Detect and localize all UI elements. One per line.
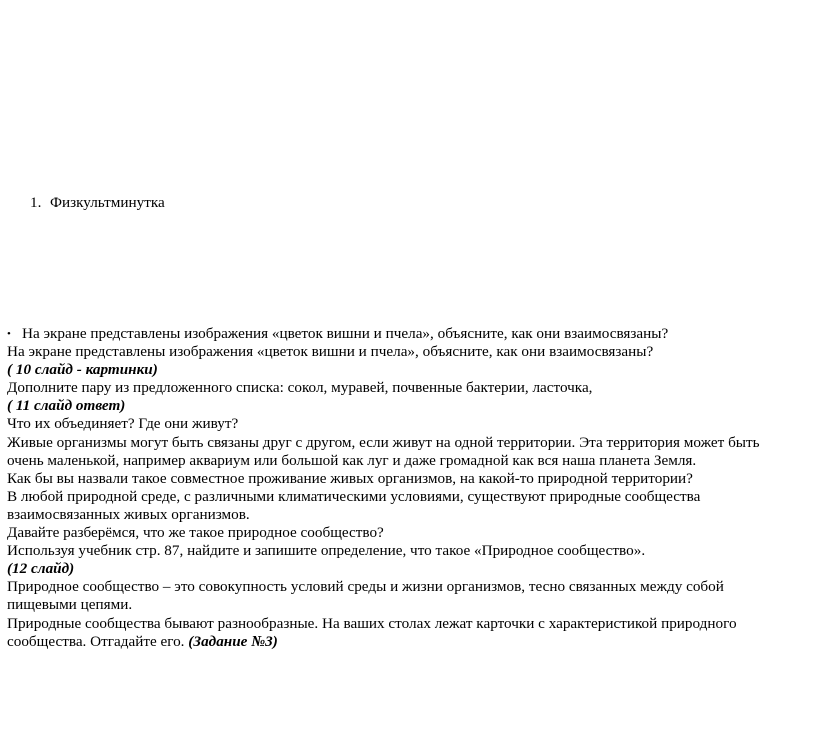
task-reference: (Задание №3) bbox=[188, 632, 278, 650]
paragraph: Используя учебник стр. 87, найдите и запишите определение, что такое «Природное сообщество». bbox=[7, 542, 646, 560]
paragraph: Что их объединяет? Где они живут? bbox=[7, 415, 239, 433]
numbered-list-item bbox=[30, 194, 165, 212]
slide-note: ( 10 слайд - картинки) bbox=[7, 361, 158, 379]
slide-note: ( 11 слайд ответ) bbox=[7, 397, 126, 415]
paragraph: Живые организмы могут быть связаны друг с другом, если живут на одной территории. Эта территория может быть очень маленькой, например аквариум или большой как луг и даже громадной как вся наша планета Земля. bbox=[7, 433, 760, 469]
paragraph: В любой природной среде, с различными климатическими условиями, существуют природные сообщества взаимосвязанных живых организмов. bbox=[7, 487, 701, 523]
paragraph: Как бы вы назвали такое совместное проживание живых организмов, на какой-то природной территории? bbox=[7, 469, 693, 487]
bullet-paragraph bbox=[7, 325, 797, 343]
paragraph: Дополните пару из предложенного списка: сокол, муравей, почвенные бактерии, ласточка, bbox=[7, 379, 593, 397]
slide-note: (12 слайд) bbox=[7, 560, 75, 578]
paragraph: Природное сообщество – это совокупность условий среды и жизни организмов, тесно связанных между собой пищевыми цепями. bbox=[7, 578, 724, 614]
paragraph: Давайте разберёмся, что же такое природное сообщество? bbox=[7, 524, 384, 542]
bullet-text: На экране представлены изображения «цветок вишни и пчела», объясните, как они взаимосвязаны? bbox=[22, 325, 669, 342]
list-number: 1. bbox=[30, 194, 42, 211]
paragraph: На экране представлены изображения «цветок вишни и пчела», объясните, как они взаимосвязаны? bbox=[7, 343, 654, 361]
list-item-text: Физкультминутка bbox=[50, 194, 165, 211]
paragraph-text: Природные сообщества бывают разнообразные. На ваших столах лежат карточки с характеристикой природного сообщества. Отгадайте его. bbox=[7, 614, 737, 650]
bullet-icon: • bbox=[7, 328, 11, 340]
paragraph bbox=[7, 615, 797, 651]
document-body bbox=[7, 325, 797, 651]
